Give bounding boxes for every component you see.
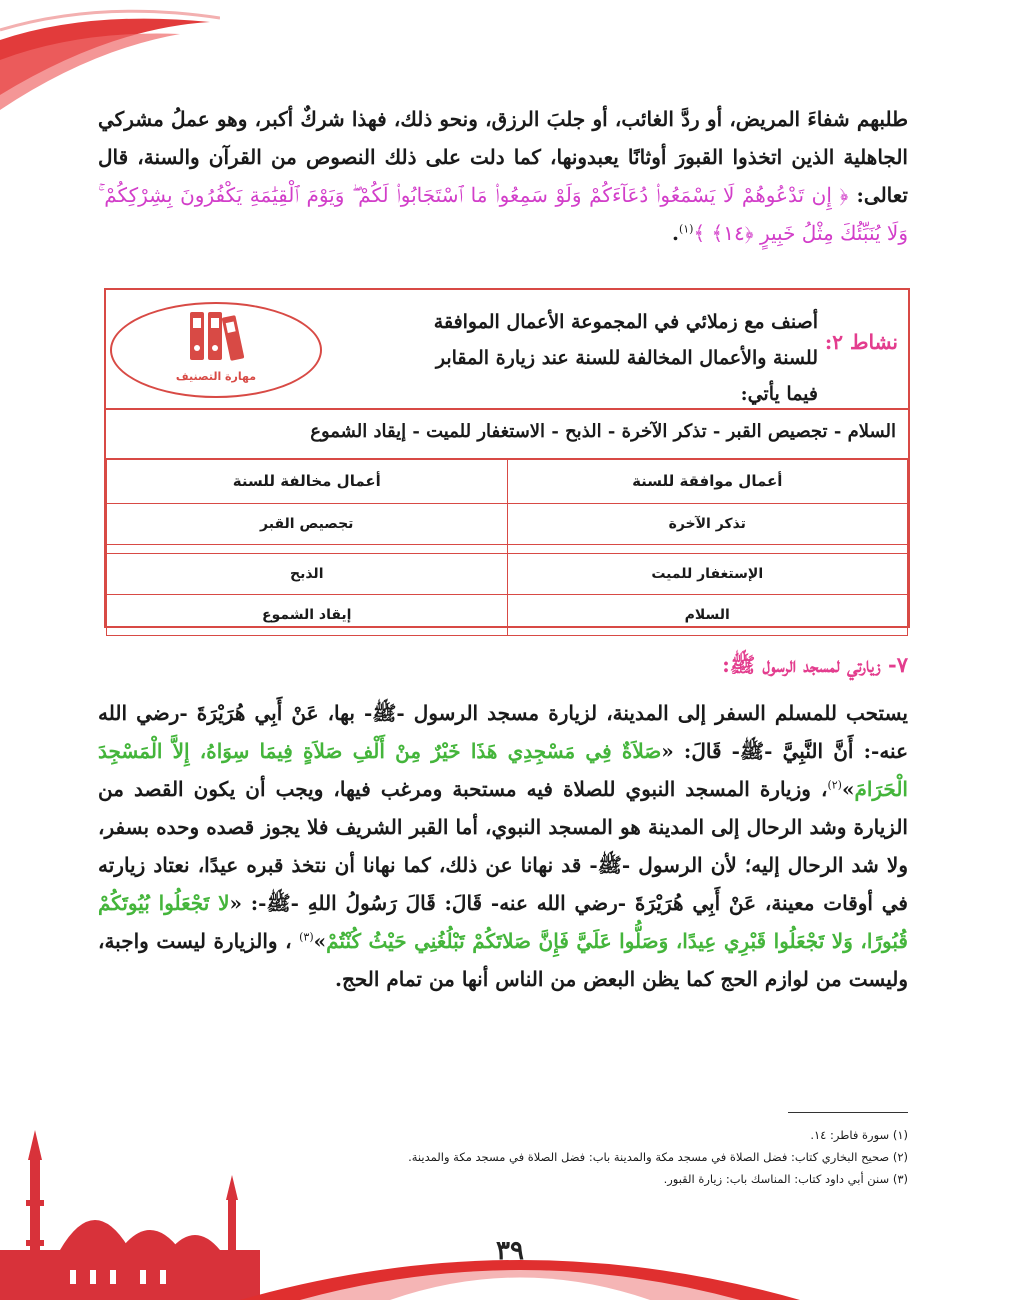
header-sunnah: أعمال موافقة للسنة — [507, 459, 908, 504]
header-contrary: أعمال مخالفة للسنة — [107, 459, 508, 504]
skill-badge — [110, 302, 322, 398]
section-paragraph — [98, 694, 908, 998]
page-number: ٣٩ — [496, 1236, 524, 1266]
section-heading: ٧- زيارتي لمسجد الرسول ﷺ: — [722, 652, 908, 677]
mosque-silhouette-decoration — [0, 1120, 260, 1300]
table-cell: تجصيص القبر — [107, 504, 508, 545]
hadith-2: لا تَجْعَلُوا بُيُوتَكُمْ قُبُورًا، وَلا تَجْعَلُوا قَبْرِي عِيدًا، وَصَلُّوا عَلَيَّ فَإِنَّ صَلاتَكُمْ تَبْلُغُنِي حَيْثُ كُنْتُمْ — [98, 891, 908, 953]
table-cell — [507, 545, 908, 554]
hadith-1: صَلاَةٌ فِي مَسْجِدِي هَذَا خَيْرٌ مِنْ أَلْفِ صَلاَةٍ فِيمَا سِوَاهُ، إِلاَّ الْمَسْجِدَ الْحَرَامَ — [98, 739, 908, 801]
binders-icon — [188, 310, 246, 362]
section-text-1: يستحب للمسلم السفر إلى المدينة، لزيارة مسجد الرسول -ﷺ- بها، عَنْ أَبِي هُرَيْرَةَ -رضي الله عنه-: أَنَّ النَّبِيَّ -ﷺ- قَالَ: « — [98, 701, 909, 763]
footnote-ref-3: (٣) — [299, 930, 314, 944]
activity-instruction: أصنف مع زملائي في المجموعة الأعمال الموافقة للسنة والأعمال المخالفة للسنة عند زيارة المقابر فيما يأتي: — [433, 311, 818, 405]
footnote-ref-1: (١) — [678, 222, 694, 236]
table-row — [107, 554, 908, 595]
activity-words: السلام - تجصيص القبر - تذكر الآخرة - الذبح - الاستغفار للميت - إيقاد الشموع — [106, 408, 908, 460]
table-row — [107, 595, 908, 636]
footnote-2: (٢) صحيح البخاري كتاب: فضل الصلاة في مسجد مكة والمدينة باب: فضل الصلاة في مسجد مكة والمدينة. — [408, 1150, 908, 1164]
classification-table — [106, 458, 908, 636]
table-row — [107, 504, 908, 545]
quran-verse: ﴿ إِن تَدْعُوهُمْ لَا يَسْمَعُوا۟ دُعَآءَكُمْ وَلَوْ سَمِعُوا۟ مَا ٱسْتَجَابُوا۟ لَكُمْ ۖ وَيَوْمَ ٱلْقِيَٰمَةِ يَكْفُرُونَ بِشِرْكِكُمْ ۚ وَلَا يُنَبِّئُكَ مِثْلُ خَبِيرٍ ﴿١٤﴾ ﴾ — [98, 183, 908, 245]
footnote-ref-2: (٢) — [827, 778, 842, 792]
section-text-4: » — [313, 929, 327, 953]
activity-title: نشاط ٢: — [824, 330, 898, 354]
table-cell: الإستغفار للميت — [507, 554, 908, 595]
table-cell: السلام — [507, 595, 908, 636]
activity-header — [106, 290, 908, 410]
activity-box — [104, 288, 910, 628]
footnote-1: (١) سورة فاطر: ١٤. — [810, 1128, 908, 1142]
table-row-spacer — [107, 545, 908, 554]
table-cell: إيقاد الشموع — [107, 595, 508, 636]
intro-text: طلبهم شفاءَ المريض، أو ردَّ الغائب، أو جلبَ الرزق، ونحو ذلك، فهذا شركٌ أكبر، وهو عملُ مشركي الجاهلية الذين اتخذوا القبورَ أوثانًا يعبدونها، كما دلت على ذلك النصوص من القرآن والسنة، قال تعالى: — [98, 107, 908, 207]
footnote-3: (٣) سنن أبي داود كتاب: المناسك باب: زيارة القبور. — [663, 1172, 908, 1186]
table-header-row — [107, 459, 908, 504]
table-cell: تذكر الآخرة — [507, 504, 908, 545]
table-cell: الذبح — [107, 554, 508, 595]
section-text-2: » — [841, 777, 855, 801]
section-text-5: ، والزيارة ليست واجبة، وليست من لوازم الحج كما يظن البعض من الناس أنها من تمام الحج. — [98, 929, 908, 991]
footnote-divider — [788, 1112, 908, 1113]
section-text-3: ، وزيارة المسجد النبوي للصلاة فيه مستحبة ومرغب فيها، ويجب أن يكون القصد من الزيارة وشد الرحال إلى المدينة هو المسجد النبوي، أما القبر الشريف فلا يجوز قصده وحده بسفر، ولا شد الرحال إليه؛ لأن الرسول -ﷺ- قد نهانا عن ذلك، كما نهانا أن نتخذ قبره عيدًا، نعتاد زيارته في أوقات معينة، عَنْ أَبِي هُرَيْرَةَ -رضي الله عنه- قَالَ: قَالَ رَسُولُ اللهِ -ﷺ-: « — [98, 777, 908, 915]
intro-paragraph — [98, 100, 908, 252]
table-cell — [107, 545, 508, 554]
intro-end: . — [671, 221, 679, 245]
skill-label: مهارة التصنيف — [175, 370, 257, 383]
